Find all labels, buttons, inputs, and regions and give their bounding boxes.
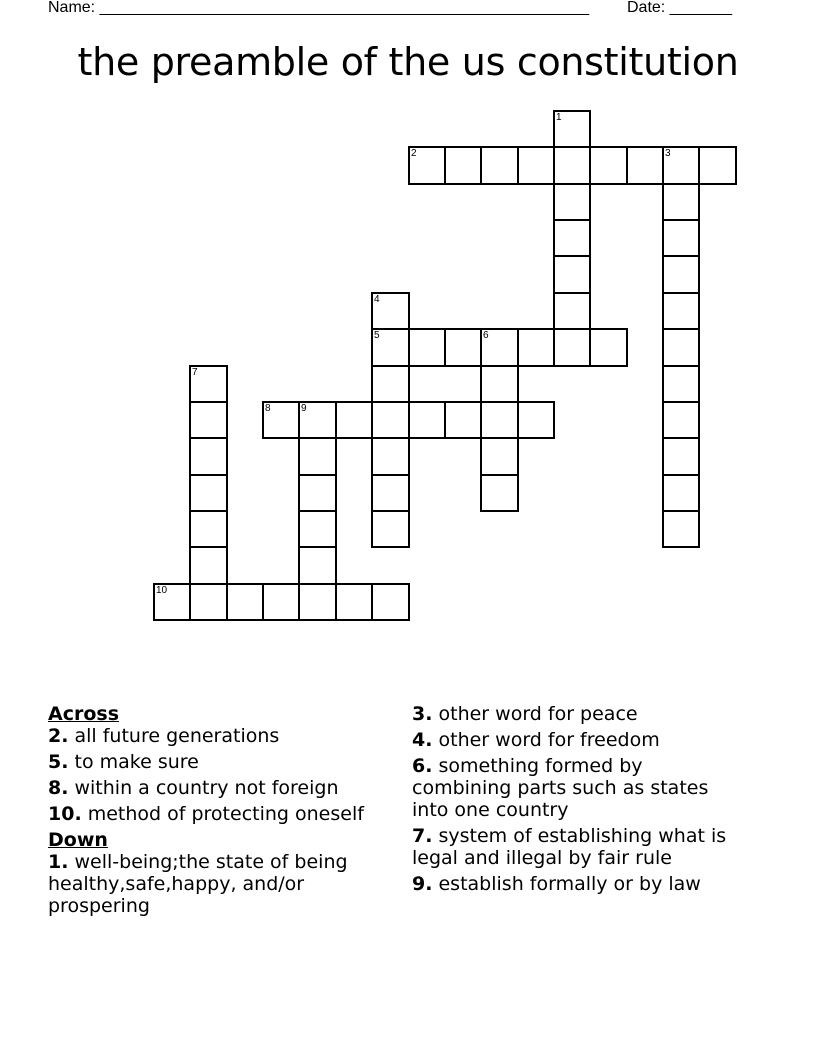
crossword-cell[interactable] (553, 110, 591, 148)
crossword-cell[interactable] (298, 510, 337, 548)
clue-down-3 (412, 703, 742, 725)
crossword-cell[interactable] (189, 546, 228, 585)
clue-number: 3. (412, 703, 433, 725)
clue-across-10 (48, 803, 400, 825)
crossword-cell[interactable] (553, 255, 591, 294)
clue-down-1 (48, 851, 400, 917)
clue-across-5 (48, 751, 400, 773)
crossword-cell[interactable] (589, 328, 628, 367)
clue-number: 10. (48, 803, 82, 825)
crossword-cell[interactable] (589, 146, 628, 185)
crossword-cell[interactable] (480, 146, 519, 185)
crossword-cell[interactable] (698, 146, 737, 185)
clue-number-label: 7 (192, 367, 198, 378)
crossword-cell[interactable] (226, 583, 264, 621)
clue-number: 7. (412, 825, 433, 847)
crossword-cell[interactable] (553, 219, 591, 257)
clue-across-2 (48, 725, 400, 747)
clue-down-7 (412, 825, 742, 869)
puzzle-title: the preamble of the us constitution (77, 40, 739, 84)
name-field-label: Name: _______________________________________________________ (48, 0, 589, 16)
crossword-cell[interactable] (480, 401, 519, 439)
crossword-cell[interactable] (626, 146, 664, 185)
crossword-cell[interactable] (444, 146, 482, 185)
crossword-cell[interactable] (662, 292, 700, 330)
crossword-cell[interactable] (553, 328, 591, 367)
clue-down-9 (412, 873, 742, 895)
crossword-cell[interactable] (480, 328, 519, 367)
crossword-cell[interactable] (153, 583, 191, 621)
clue-text: system of establishing what is legal and illegal by fair rule (412, 825, 727, 869)
clue-text: method of protecting oneself (81, 803, 364, 825)
clue-number-label: 6 (483, 330, 489, 341)
clue-number-label: 4 (374, 294, 380, 305)
crossword-cell[interactable] (408, 401, 446, 439)
crossword-cell[interactable] (189, 437, 228, 476)
clue-number: 6. (412, 755, 433, 777)
crossword-cell[interactable] (662, 510, 700, 548)
crossword-cell[interactable] (517, 328, 555, 367)
clues-column-left (48, 703, 400, 921)
crossword-cell[interactable] (662, 401, 700, 439)
across-heading: Across (48, 703, 120, 725)
clue-number-label: 8 (265, 403, 271, 414)
crossword-cell[interactable] (189, 510, 228, 548)
clue-text: to make sure (68, 751, 199, 773)
crossword-cell[interactable] (298, 546, 337, 585)
crossword-cell[interactable] (371, 510, 410, 548)
crossword-cell[interactable] (335, 583, 373, 621)
crossword-cell[interactable] (480, 365, 519, 403)
crossword-cell[interactable] (298, 474, 337, 512)
down-heading: Down (48, 829, 108, 851)
crossword-cell[interactable] (371, 365, 410, 403)
crossword-cell[interactable] (662, 365, 700, 403)
clue-number-label: 5 (374, 330, 380, 341)
crossword-cell[interactable] (371, 328, 410, 367)
crossword-cell[interactable] (189, 583, 228, 621)
clue-number: 2. (48, 725, 69, 747)
clue-across-8 (48, 777, 400, 799)
crossword-cell[interactable] (517, 401, 555, 439)
crossword-cell[interactable] (662, 255, 700, 294)
crossword-cell[interactable] (371, 583, 410, 621)
crossword-cell[interactable] (480, 437, 519, 476)
crossword-cell[interactable] (662, 146, 700, 185)
crossword-cell[interactable] (408, 328, 446, 367)
crossword-cell[interactable] (189, 474, 228, 512)
clue-number-label: 10 (156, 585, 168, 596)
clue-text: within a country not foreign (68, 777, 339, 799)
crossword-cell[interactable] (662, 328, 700, 367)
clue-text: other word for freedom (432, 729, 660, 751)
clue-number: 8. (48, 777, 69, 799)
crossword-cell[interactable] (262, 583, 300, 621)
crossword-cell[interactable] (444, 401, 482, 439)
clue-down-4 (412, 729, 742, 751)
crossword-cell[interactable] (298, 583, 337, 621)
crossword-cell[interactable] (553, 183, 591, 221)
crossword-cell[interactable] (444, 328, 482, 367)
crossword-cell[interactable] (371, 474, 410, 512)
crossword-cell[interactable] (371, 292, 410, 330)
clue-number-label: 3 (665, 148, 671, 159)
clue-down-6 (412, 755, 742, 821)
crossword-cell[interactable] (553, 146, 591, 185)
clue-text: well-being;the state of being healthy,safe,happy, and/or prospering (48, 851, 348, 917)
crossword-cell[interactable] (298, 401, 337, 439)
clue-number: 1. (48, 851, 69, 873)
clue-text: establish formally or by law (432, 873, 701, 895)
crossword-cell[interactable] (371, 437, 410, 476)
crossword-cell[interactable] (662, 437, 700, 476)
crossword-cell[interactable] (189, 365, 228, 403)
crossword-cell[interactable] (335, 401, 373, 439)
crossword-cell[interactable] (408, 146, 446, 185)
crossword-cell[interactable] (298, 437, 337, 476)
crossword-cell[interactable] (517, 146, 555, 185)
clue-number: 4. (412, 729, 433, 751)
crossword-cell[interactable] (371, 401, 410, 439)
clue-number-label: 1 (556, 112, 562, 123)
date-field-label: Date: _______ (627, 0, 732, 16)
clue-text: other word for peace (432, 703, 638, 725)
clues-column-right (412, 703, 742, 899)
crossword-cell[interactable] (662, 474, 700, 512)
crossword-cell[interactable] (262, 401, 300, 439)
clue-text: all future generations (68, 725, 280, 747)
clue-number-label: 2 (411, 148, 417, 159)
clue-number-label: 9 (301, 403, 307, 414)
clue-number: 9. (412, 873, 433, 895)
crossword-cell[interactable] (189, 401, 228, 439)
clue-number: 5. (48, 751, 69, 773)
crossword-cell[interactable] (662, 183, 700, 221)
crossword-cell[interactable] (480, 474, 519, 512)
clue-text: something formed by combining parts such as states into one country (412, 755, 709, 821)
crossword-cell[interactable] (662, 219, 700, 257)
crossword-cell[interactable] (553, 292, 591, 330)
